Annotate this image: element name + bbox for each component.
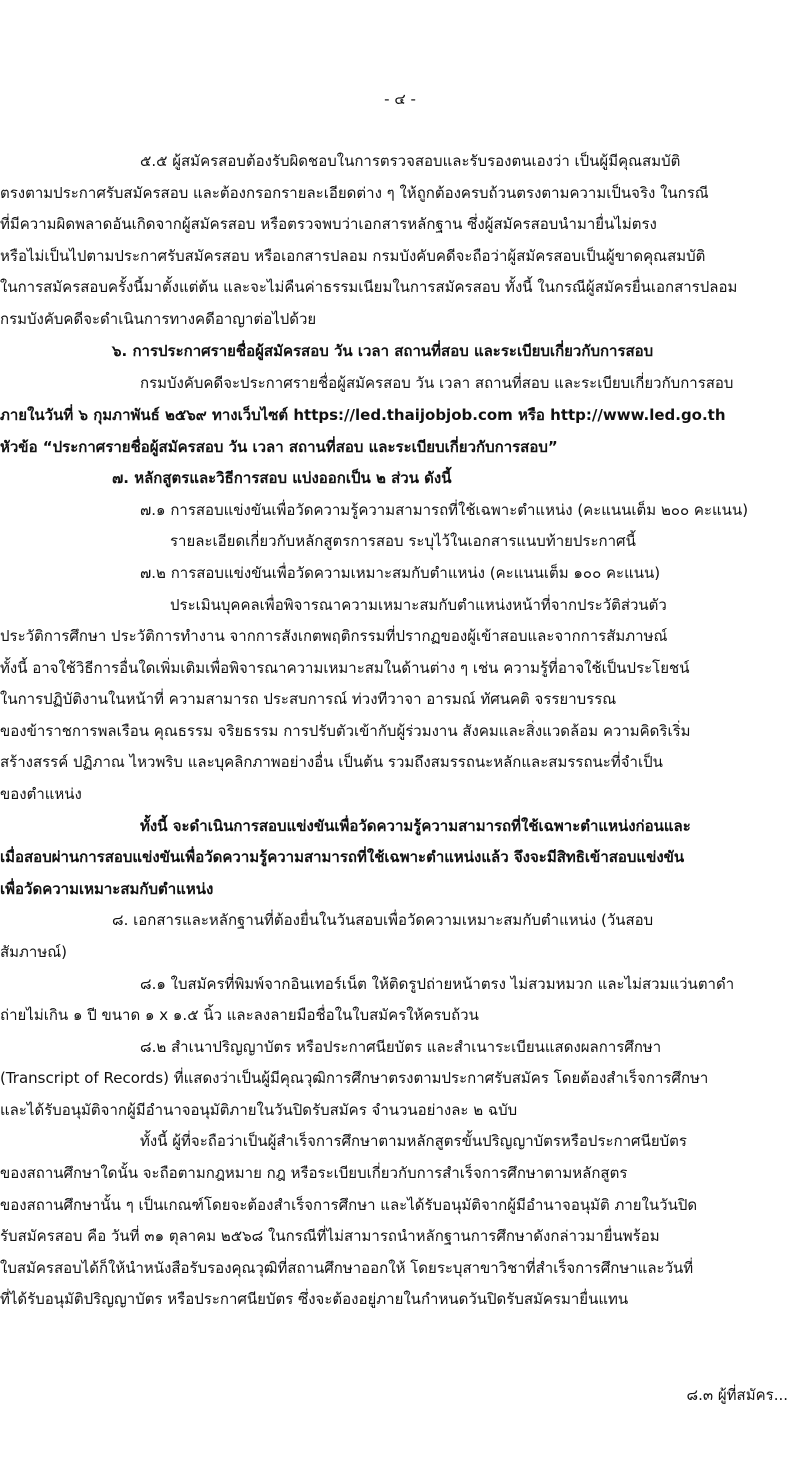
paragraph-line: ใบสมัครสอบได้ก็ให้นำหนังสือรับรองคุณวุฒิที่สถานศึกษาออกให้ โดยระบุสาขาวิชาที่สำเร็จการศึกษาและวันที่ bbox=[0, 1259, 694, 1277]
paragraph-line: ของสถานศึกษานั้น ๆ เป็นเกณฑ์โดยจะต้องสำเร็จการศึกษา และได้รับอนุมัติจากผู้มีอำนาจอนุมัติ ภายในวันปิด bbox=[0, 1196, 698, 1214]
paragraph-line: สร้างสรรค์ ปฏิภาณ ไหวพริบ และบุคลิกภาพอย่างอื่น เป็นต้น รวมถึงสมรรถนะหลักและสมรรถนะที่จำเป็น bbox=[0, 753, 663, 771]
paragraph-line: ประเมินบุคคลเพื่อพิจารณาความเหมาะสมกับตำแหน่งหน้าที่จากประวัติส่วนตัว bbox=[170, 596, 667, 614]
paragraph-line: ที่ได้รับอนุมัติปริญญาบัตร หรือประกาศนียบัตร ซึ่งจะต้องอยู่ภายในกำหนดวันปิดรับสมัครมายื่นแทน bbox=[0, 1290, 629, 1308]
paragraph-line: รายละเอียดเกี่ยวกับหลักสูตรการสอบ ระบุไว้ในเอกสารแนบท้ายประกาศนี้ bbox=[170, 532, 636, 550]
subsection-line: ๘.๒ สำเนาปริญญาบัตร หรือประกาศนียบัตร และสำเนาระเบียนแสดงผลการศึกษา bbox=[140, 1038, 662, 1056]
paragraph-line: ที่มีความผิดพลาดอันเกิดจากผู้สมัครสอบ หรือตรวจพบว่าเอกสารหลักฐาน ซึ่งผู้สมัครสอบนำมายื่นไม่ตรง bbox=[0, 215, 657, 233]
paragraph-line: หรือไม่เป็นไปตามประกาศรับสมัครสอบ หรือเอกสารปลอม กรมบังคับคดีจะถือว่าผู้สมัครสอบเป็นผู้ขาดคุณสมบัติ bbox=[0, 247, 706, 265]
paragraph-line: ของข้าราชการพลเรือน คุณธรรม จริยธรรม การปรับตัวเข้ากับผู้ร่วมงาน สังคมและสิ่งแวดล้อม ความคิดริเริ่ม bbox=[0, 722, 691, 740]
paragraph-line: ทั้งนี้ ผู้ที่จะถือว่าเป็นผู้สำเร็จการศึกษาตามหลักสูตรขั้นปริญญาบัตรหรือประกาศนียบัตร bbox=[140, 1132, 687, 1150]
paragraph-line: เพื่อวัดความเหมาะสมกับตำแหน่ง bbox=[0, 880, 214, 898]
subsection-line: ๗.๒ การสอบแข่งขันเพื่อวัดความเหมาะสมกับตำแหน่ง (คะแนนเต็ม ๑๐๐ คะแนน) bbox=[140, 564, 661, 582]
continuation-note: ๘.๓ ผู้ที่สมัคร... bbox=[686, 1386, 788, 1404]
section-heading: ๗. หลักสูตรและวิธีการสอบ แบ่งออกเป็น ๒ ส่วน ดังนี้ bbox=[112, 469, 452, 487]
paragraph-line: ของตำแหน่ง bbox=[0, 785, 82, 803]
paragraph-line: ของสถานศึกษาใดนั้น จะถือตามกฎหมาย กฎ หรือระเบียบเกี่ยวกับการสำเร็จการศึกษาตามหลักสูตร bbox=[0, 1164, 628, 1182]
section-heading: ๖. การประกาศรายชื่อผู้สมัครสอบ วัน เวลา สถานที่สอบ และระเบียบเกี่ยวกับการสอบ bbox=[112, 342, 654, 360]
section-heading: ๘. เอกสารและหลักฐานที่ต้องยื่นในวันสอบเพื่อวัดความเหมาะสมกับตำแหน่ง (วันสอบ bbox=[112, 911, 654, 929]
paragraph-line: ๕.๕ ผู้สมัครสอบต้องรับผิดชอบในการตรวจสอบและรับรองตนเองว่า เป็นผู้มีคุณสมบัติ bbox=[140, 152, 681, 170]
paragraph-line: ในการปฏิบัติงานในหน้าที่ ความสามารถ ประสบการณ์ ท่วงทีวาจา อารมณ์ ทัศนคติ จรรยาบรรณ bbox=[0, 690, 617, 708]
page-number: - ๔ - bbox=[384, 90, 416, 108]
paragraph-line: สัมภาษณ์) bbox=[0, 943, 68, 961]
paragraph-line: หัวข้อ “ประกาศรายชื่อผู้สมัครสอบ วัน เวลา สถานที่สอบ และระเบียบเกี่ยวกับการสอบ” bbox=[0, 438, 558, 456]
paragraph-line: กรมบังคับคดีจะดำเนินการทางคดีอาญาต่อไปด้วย bbox=[0, 310, 317, 328]
paragraph-line: ประวัติการศึกษา ประวัติการทำงาน จากการสังเกตพฤติกรรมที่ปรากฏของผู้เข้าสอบและจากการสัมภาษณ์ bbox=[0, 627, 668, 645]
paragraph-line: รับสมัครสอบ คือ วันที่ ๓๑ ตุลาคม ๒๕๖๘ ในกรณีที่ไม่สามารถนำหลักฐานการศึกษาดังกล่าวมายื่นพร้อม bbox=[0, 1227, 660, 1245]
paragraph-line: ภายในวันที่ ๖ กุมภาพันธ์ ๒๕๖๙ ทางเว็บไซต์ https://led.thaijobjob.com หรือ http://www.led.go.th bbox=[0, 406, 726, 424]
paragraph-line: และได้รับอนุมัติจากผู้มีอำนาจอนุมัติภายในวันปิดรับสมัคร จำนวนอย่างละ ๒ ฉบับ bbox=[0, 1101, 518, 1119]
subsection-line: ๗.๑ การสอบแข่งขันเพื่อวัดความรู้ความสามารถที่ใช้เฉพาะตำแหน่ง (คะแนนเต็ม ๒๐๐ คะแนน) bbox=[140, 501, 749, 519]
paragraph-line: กรมบังคับคดีจะประกาศรายชื่อผู้สมัครสอบ วัน เวลา สถานที่สอบ และระเบียบเกี่ยวกับการสอบ bbox=[140, 374, 734, 392]
paragraph-line: ทั้งนี้ อาจใช้วิธีการอื่นใดเพิ่มเติมเพื่อพิจารณาความเหมาะสมในด้านต่าง ๆ เช่น ความรู้ที่อาจใช้เป็นประโยชน์ bbox=[0, 659, 690, 677]
paragraph-line: ตรงตามประกาศรับสมัครสอบ และต้องกรอกรายละเอียดต่าง ๆ ให้ถูกต้องครบถ้วนตรงตามความเป็นจริง ในกรณี bbox=[0, 184, 709, 202]
subsection-line: ๘.๑ ใบสมัครที่พิมพ์จากอินเทอร์เน็ต ให้ติดรูปถ่ายหน้าตรง ไม่สวมหมวก และไม่สวมแว่นตาดำ bbox=[140, 975, 735, 993]
paragraph-line: ทั้งนี้ จะดำเนินการสอบแข่งขันเพื่อวัดความรู้ความสามารถที่ใช้เฉพาะตำแหน่งก่อนและ bbox=[140, 817, 691, 835]
paragraph-line: (Transcript of Records) ที่แสดงว่าเป็นผู้มีคุณวุฒิการศึกษาตรงตามประกาศรับสมัคร โดยต้องสำเร็จการศึกษา bbox=[0, 1069, 709, 1087]
paragraph-line: เมื่อสอบผ่านการสอบแข่งขันเพื่อวัดความรู้ความสามารถที่ใช้เฉพาะตำแหน่งแล้ว จึงจะมีสิทธิเข้าสอบแข่งขัน bbox=[0, 848, 685, 866]
paragraph-line: ในการสมัครสอบครั้งนี้มาตั้งแต่ต้น และจะไม่คืนค่าธรรมเนียมในการสมัครสอบ ทั้งนี้ ในกรณีผู้สมัครยื่นเอกสารปลอม bbox=[0, 278, 738, 296]
paragraph-line: ถ่ายไม่เกิน ๑ ปี ขนาด ๑ x ๑.๕ นิ้ว และลงลายมือชื่อในใบสมัครให้ครบถ้วน bbox=[0, 1006, 479, 1024]
